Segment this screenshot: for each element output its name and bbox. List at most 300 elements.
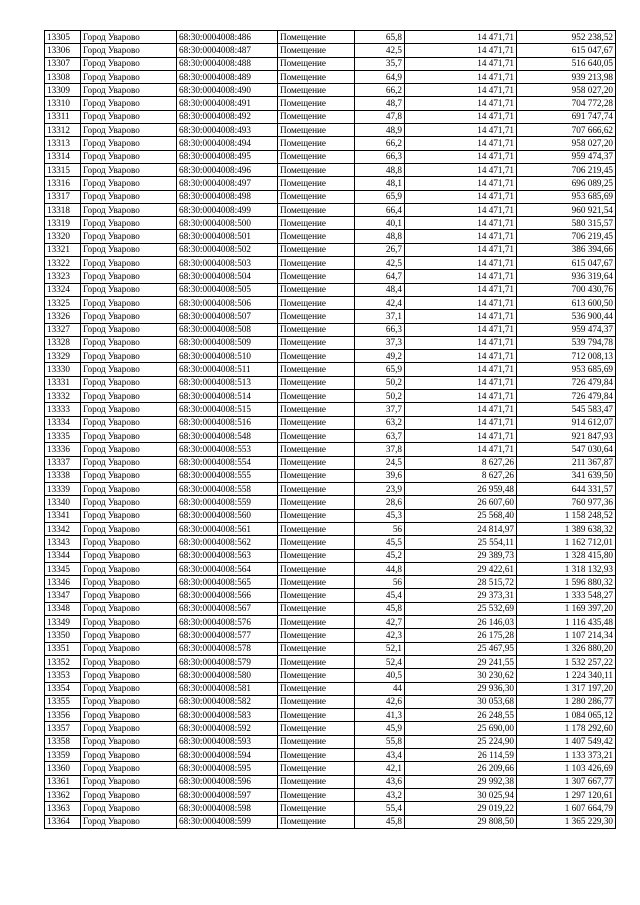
object-type-cell: Помещение — [278, 669, 355, 682]
area-cell: 45,3 — [355, 509, 405, 522]
row-number: 13309 — [45, 84, 81, 97]
cadastral-value-cell: 516 640,05 — [517, 57, 616, 70]
area-cell: 63,2 — [355, 416, 405, 429]
city-cell: Город Уварово — [81, 257, 177, 270]
object-type-cell: Помещение — [278, 749, 355, 762]
row-number: 13326 — [45, 310, 81, 323]
unit-price-cell: 14 471,71 — [405, 403, 517, 416]
row-number: 13334 — [45, 416, 81, 429]
object-type-cell: Помещение — [278, 190, 355, 203]
object-type-cell: Помещение — [278, 682, 355, 695]
cadastral-value-cell: 704 772,28 — [517, 97, 616, 110]
city-cell: Город Уварово — [81, 735, 177, 748]
row-number: 13306 — [45, 44, 81, 57]
object-type-cell: Помещение — [278, 469, 355, 482]
cadastral-value-cell: 1 317 197,20 — [517, 682, 616, 695]
cadastral-number-cell: 68:30:0004008:511 — [177, 363, 278, 376]
object-type-cell: Помещение — [278, 257, 355, 270]
cadastral-value-cell: 1 328 415,80 — [517, 549, 616, 562]
table-row — [45, 469, 616, 482]
property-table-body — [45, 31, 616, 829]
unit-price-cell: 14 471,71 — [405, 296, 517, 309]
cadastral-value-cell: 691 747,74 — [517, 110, 616, 123]
city-cell: Город Уварово — [81, 163, 177, 176]
cadastral-value-cell: 547 030,64 — [517, 443, 616, 456]
cadastral-value-cell: 960 921,54 — [517, 203, 616, 216]
cadastral-number-cell: 68:30:0004008:486 — [177, 31, 278, 44]
city-cell: Город Уварово — [81, 230, 177, 243]
table-row — [45, 536, 616, 549]
area-cell: 65,8 — [355, 31, 405, 44]
unit-price-cell: 30 230,62 — [405, 669, 517, 682]
row-number: 13350 — [45, 629, 81, 642]
cadastral-number-cell: 68:30:0004008:558 — [177, 483, 278, 496]
object-type-cell: Помещение — [278, 163, 355, 176]
row-number: 13356 — [45, 709, 81, 722]
row-number: 13344 — [45, 549, 81, 562]
cadastral-value-cell: 726 479,84 — [517, 376, 616, 389]
city-cell: Город Уварово — [81, 323, 177, 336]
area-cell: 41,3 — [355, 709, 405, 722]
row-number: 13349 — [45, 616, 81, 629]
row-number: 13325 — [45, 296, 81, 309]
cadastral-value-cell: 914 612,07 — [517, 416, 616, 429]
city-cell: Город Уварово — [81, 243, 177, 256]
cadastral-value-cell: 1 280 286,77 — [517, 695, 616, 708]
area-cell: 43,4 — [355, 749, 405, 762]
city-cell: Город Уварово — [81, 522, 177, 535]
unit-price-cell: 25 554,11 — [405, 536, 517, 549]
table-row — [45, 190, 616, 203]
row-number: 13354 — [45, 682, 81, 695]
cadastral-number-cell: 68:30:0004008:563 — [177, 549, 278, 562]
city-cell: Город Уварово — [81, 336, 177, 349]
area-cell: 28,6 — [355, 496, 405, 509]
row-number: 13345 — [45, 562, 81, 575]
cadastral-number-cell: 68:30:0004008:599 — [177, 815, 278, 828]
cadastral-number-cell: 68:30:0004008:594 — [177, 749, 278, 762]
cadastral-number-cell: 68:30:0004008:504 — [177, 270, 278, 283]
cadastral-number-cell: 68:30:0004008:566 — [177, 589, 278, 602]
table-row — [45, 97, 616, 110]
city-cell: Город Уварово — [81, 390, 177, 403]
row-number: 13347 — [45, 589, 81, 602]
city-cell: Город Уварово — [81, 629, 177, 642]
unit-price-cell: 14 471,71 — [405, 390, 517, 403]
area-cell: 35,7 — [355, 57, 405, 70]
city-cell: Город Уварово — [81, 70, 177, 83]
object-type-cell: Помещение — [278, 429, 355, 442]
city-cell: Город Уварово — [81, 403, 177, 416]
cadastral-number-cell: 68:30:0004008:505 — [177, 283, 278, 296]
cadastral-number-cell: 68:30:0004008:581 — [177, 682, 278, 695]
city-cell: Город Уварово — [81, 802, 177, 815]
row-number: 13348 — [45, 602, 81, 615]
cadastral-number-cell: 68:30:0004008:507 — [177, 310, 278, 323]
object-type-cell: Помещение — [278, 203, 355, 216]
object-type-cell: Помещение — [278, 403, 355, 416]
object-type-cell: Помещение — [278, 522, 355, 535]
cadastral-value-cell: 1 116 435,48 — [517, 616, 616, 629]
cadastral-number-cell: 68:30:0004008:560 — [177, 509, 278, 522]
area-cell: 42,1 — [355, 762, 405, 775]
city-cell: Город Уварово — [81, 31, 177, 44]
area-cell: 45,5 — [355, 536, 405, 549]
area-cell: 56 — [355, 522, 405, 535]
area-cell: 37,3 — [355, 336, 405, 349]
unit-price-cell: 14 471,71 — [405, 150, 517, 163]
cadastral-value-cell: 1 084 065,12 — [517, 709, 616, 722]
row-number: 13340 — [45, 496, 81, 509]
cadastral-number-cell: 68:30:0004008:498 — [177, 190, 278, 203]
row-number: 13320 — [45, 230, 81, 243]
cadastral-number-cell: 68:30:0004008:489 — [177, 70, 278, 83]
city-cell: Город Уварово — [81, 695, 177, 708]
city-cell: Город Уварово — [81, 124, 177, 137]
table-row — [45, 762, 616, 775]
row-number: 13346 — [45, 576, 81, 589]
row-number: 13358 — [45, 735, 81, 748]
city-cell: Город Уварово — [81, 682, 177, 695]
cadastral-number-cell: 68:30:0004008:513 — [177, 376, 278, 389]
table-row — [45, 456, 616, 469]
unit-price-cell: 14 471,71 — [405, 124, 517, 137]
table-row — [45, 203, 616, 216]
table-row — [45, 70, 616, 83]
area-cell: 63,7 — [355, 429, 405, 442]
area-cell: 64,7 — [355, 270, 405, 283]
unit-price-cell: 26 607,60 — [405, 496, 517, 509]
table-row — [45, 403, 616, 416]
cadastral-value-cell: 545 583,47 — [517, 403, 616, 416]
table-row — [45, 522, 616, 535]
cadastral-number-cell: 68:30:0004008:502 — [177, 243, 278, 256]
cadastral-value-cell: 726 479,84 — [517, 390, 616, 403]
object-type-cell: Помещение — [278, 616, 355, 629]
unit-price-cell: 14 471,71 — [405, 257, 517, 270]
city-cell: Город Уварово — [81, 270, 177, 283]
cadastral-number-cell: 68:30:0004008:515 — [177, 403, 278, 416]
city-cell: Город Уварово — [81, 296, 177, 309]
table-row — [45, 177, 616, 190]
city-cell: Город Уварово — [81, 110, 177, 123]
city-cell: Город Уварово — [81, 602, 177, 615]
cadastral-value-cell: 615 047,67 — [517, 44, 616, 57]
row-number: 13314 — [45, 150, 81, 163]
unit-price-cell: 25 690,00 — [405, 722, 517, 735]
row-number: 13357 — [45, 722, 81, 735]
cadastral-value-cell: 536 900,44 — [517, 310, 616, 323]
row-number: 13331 — [45, 376, 81, 389]
unit-price-cell: 26 248,55 — [405, 709, 517, 722]
cadastral-number-cell: 68:30:0004008:516 — [177, 416, 278, 429]
unit-price-cell: 14 471,71 — [405, 336, 517, 349]
object-type-cell: Помещение — [278, 802, 355, 815]
area-cell: 44 — [355, 682, 405, 695]
cadastral-number-cell: 68:30:0004008:579 — [177, 655, 278, 668]
table-row — [45, 496, 616, 509]
area-cell: 65,9 — [355, 190, 405, 203]
area-cell: 50,2 — [355, 390, 405, 403]
cadastral-value-cell: 700 430,76 — [517, 283, 616, 296]
object-type-cell: Помещение — [278, 589, 355, 602]
table-row — [45, 775, 616, 788]
row-number: 13359 — [45, 749, 81, 762]
cadastral-value-cell: 952 238,52 — [517, 31, 616, 44]
city-cell: Город Уварово — [81, 589, 177, 602]
cadastral-value-cell: 959 474,37 — [517, 150, 616, 163]
row-number: 13332 — [45, 390, 81, 403]
cadastral-value-cell: 1 224 340,11 — [517, 669, 616, 682]
cadastral-value-cell: 1 133 373,21 — [517, 749, 616, 762]
cadastral-number-cell: 68:30:0004008:501 — [177, 230, 278, 243]
object-type-cell: Помещение — [278, 655, 355, 668]
unit-price-cell: 14 471,71 — [405, 44, 517, 57]
area-cell: 44,8 — [355, 562, 405, 575]
row-number: 13313 — [45, 137, 81, 150]
unit-price-cell: 29 808,50 — [405, 815, 517, 828]
area-cell: 43,6 — [355, 775, 405, 788]
unit-price-cell: 14 471,71 — [405, 443, 517, 456]
table-row — [45, 363, 616, 376]
table-row — [45, 562, 616, 575]
object-type-cell: Помещение — [278, 788, 355, 801]
area-cell: 55,8 — [355, 735, 405, 748]
row-number: 13361 — [45, 775, 81, 788]
area-cell: 48,8 — [355, 163, 405, 176]
row-number: 13364 — [45, 815, 81, 828]
city-cell: Город Уварово — [81, 203, 177, 216]
cadastral-value-cell: 939 213,98 — [517, 70, 616, 83]
area-cell: 24,5 — [355, 456, 405, 469]
cadastral-value-cell: 1 297 120,61 — [517, 788, 616, 801]
cadastral-number-cell: 68:30:0004008:598 — [177, 802, 278, 815]
area-cell: 45,9 — [355, 722, 405, 735]
cadastral-value-cell: 644 331,57 — [517, 483, 616, 496]
cadastral-value-cell: 1 389 638,32 — [517, 522, 616, 535]
area-cell: 26,7 — [355, 243, 405, 256]
cadastral-value-cell: 706 219,45 — [517, 163, 616, 176]
area-cell: 48,8 — [355, 230, 405, 243]
object-type-cell: Помещение — [278, 283, 355, 296]
cadastral-value-cell: 1 532 257,22 — [517, 655, 616, 668]
row-number: 13337 — [45, 456, 81, 469]
row-number: 13324 — [45, 283, 81, 296]
cadastral-number-cell: 68:30:0004008:577 — [177, 629, 278, 642]
city-cell: Город Уварово — [81, 57, 177, 70]
area-cell: 52,1 — [355, 642, 405, 655]
cadastral-number-cell: 68:30:0004008:565 — [177, 576, 278, 589]
cadastral-number-cell: 68:30:0004008:493 — [177, 124, 278, 137]
city-cell: Город Уварово — [81, 283, 177, 296]
area-cell: 65,9 — [355, 363, 405, 376]
unit-price-cell: 14 471,71 — [405, 376, 517, 389]
city-cell: Город Уварово — [81, 429, 177, 442]
city-cell: Город Уварово — [81, 642, 177, 655]
cadastral-number-cell: 68:30:0004008:503 — [177, 257, 278, 270]
object-type-cell: Помещение — [278, 44, 355, 57]
row-number: 13339 — [45, 483, 81, 496]
table-row — [45, 722, 616, 735]
row-number: 13307 — [45, 57, 81, 70]
city-cell: Город Уварово — [81, 815, 177, 828]
cadastral-number-cell: 68:30:0004008:510 — [177, 350, 278, 363]
unit-price-cell: 14 471,71 — [405, 31, 517, 44]
cadastral-number-cell: 68:30:0004008:548 — [177, 429, 278, 442]
city-cell: Город Уварово — [81, 137, 177, 150]
object-type-cell: Помещение — [278, 642, 355, 655]
cadastral-value-cell: 953 685,69 — [517, 363, 616, 376]
object-type-cell: Помещение — [278, 150, 355, 163]
object-type-cell: Помещение — [278, 775, 355, 788]
city-cell: Город Уварово — [81, 549, 177, 562]
city-cell: Город Уварово — [81, 616, 177, 629]
area-cell: 42,5 — [355, 257, 405, 270]
cadastral-number-cell: 68:30:0004008:495 — [177, 150, 278, 163]
row-number: 13315 — [45, 163, 81, 176]
unit-price-cell: 14 471,71 — [405, 177, 517, 190]
cadastral-value-cell: 712 008,13 — [517, 350, 616, 363]
row-number: 13362 — [45, 788, 81, 801]
table-row — [45, 336, 616, 349]
property-table — [44, 30, 616, 829]
city-cell: Город Уварово — [81, 469, 177, 482]
city-cell: Город Уварово — [81, 150, 177, 163]
object-type-cell: Помещение — [278, 443, 355, 456]
table-row — [45, 31, 616, 44]
unit-price-cell: 14 471,71 — [405, 230, 517, 243]
area-cell: 48,7 — [355, 97, 405, 110]
cadastral-value-cell: 539 794,78 — [517, 336, 616, 349]
table-row — [45, 416, 616, 429]
object-type-cell: Помещение — [278, 376, 355, 389]
cadastral-value-cell: 696 089,25 — [517, 177, 616, 190]
table-row — [45, 815, 616, 828]
table-row — [45, 695, 616, 708]
cadastral-value-cell: 921 847,93 — [517, 429, 616, 442]
object-type-cell: Помещение — [278, 270, 355, 283]
city-cell: Город Уварово — [81, 775, 177, 788]
area-cell: 48,9 — [355, 124, 405, 137]
cadastral-value-cell: 1 307 667,77 — [517, 775, 616, 788]
area-cell: 64,9 — [355, 70, 405, 83]
unit-price-cell: 14 471,71 — [405, 363, 517, 376]
object-type-cell: Помещение — [278, 137, 355, 150]
cadastral-value-cell: 341 639,50 — [517, 469, 616, 482]
object-type-cell: Помещение — [278, 456, 355, 469]
unit-price-cell: 29 992,38 — [405, 775, 517, 788]
table-row — [45, 429, 616, 442]
table-row — [45, 655, 616, 668]
table-row — [45, 576, 616, 589]
cadastral-value-cell: 760 977,36 — [517, 496, 616, 509]
unit-price-cell: 14 471,71 — [405, 416, 517, 429]
unit-price-cell: 14 471,71 — [405, 163, 517, 176]
table-row — [45, 310, 616, 323]
row-number: 13336 — [45, 443, 81, 456]
cadastral-number-cell: 68:30:0004008:514 — [177, 390, 278, 403]
object-type-cell: Помещение — [278, 735, 355, 748]
object-type-cell: Помещение — [278, 576, 355, 589]
table-row — [45, 749, 616, 762]
row-number: 13305 — [45, 31, 81, 44]
city-cell: Город Уварово — [81, 84, 177, 97]
table-row — [45, 323, 616, 336]
area-cell: 45,8 — [355, 815, 405, 828]
cadastral-number-cell: 68:30:0004008:567 — [177, 602, 278, 615]
row-number: 13342 — [45, 522, 81, 535]
city-cell: Город Уварово — [81, 416, 177, 429]
object-type-cell: Помещение — [278, 310, 355, 323]
cadastral-number-cell: 68:30:0004008:582 — [177, 695, 278, 708]
object-type-cell: Помещение — [278, 243, 355, 256]
cadastral-value-cell: 707 666,62 — [517, 124, 616, 137]
city-cell: Город Уварово — [81, 496, 177, 509]
unit-price-cell: 25 224,90 — [405, 735, 517, 748]
cadastral-number-cell: 68:30:0004008:499 — [177, 203, 278, 216]
table-row — [45, 642, 616, 655]
area-cell: 42,7 — [355, 616, 405, 629]
table-row — [45, 735, 616, 748]
unit-price-cell: 14 471,71 — [405, 190, 517, 203]
object-type-cell: Помещение — [278, 722, 355, 735]
object-type-cell: Помещение — [278, 110, 355, 123]
city-cell: Город Уварово — [81, 655, 177, 668]
cadastral-number-cell: 68:30:0004008:576 — [177, 616, 278, 629]
unit-price-cell: 8 627,26 — [405, 456, 517, 469]
unit-price-cell: 30 025,94 — [405, 788, 517, 801]
object-type-cell: Помещение — [278, 70, 355, 83]
city-cell: Город Уварово — [81, 44, 177, 57]
cadastral-number-cell: 68:30:0004008:559 — [177, 496, 278, 509]
unit-price-cell: 14 471,71 — [405, 70, 517, 83]
object-type-cell: Помещение — [278, 336, 355, 349]
area-cell: 66,2 — [355, 84, 405, 97]
city-cell: Город Уварово — [81, 177, 177, 190]
object-type-cell: Помещение — [278, 496, 355, 509]
city-cell: Город Уварово — [81, 310, 177, 323]
city-cell: Город Уварово — [81, 350, 177, 363]
object-type-cell: Помещение — [278, 363, 355, 376]
area-cell: 45,8 — [355, 602, 405, 615]
unit-price-cell: 30 053,68 — [405, 695, 517, 708]
area-cell: 45,2 — [355, 549, 405, 562]
row-number: 13363 — [45, 802, 81, 815]
area-cell: 52,4 — [355, 655, 405, 668]
cadastral-number-cell: 68:30:0004008:506 — [177, 296, 278, 309]
table-row — [45, 709, 616, 722]
object-type-cell: Помещение — [278, 815, 355, 828]
row-number: 13319 — [45, 217, 81, 230]
object-type-cell: Помещение — [278, 709, 355, 722]
object-type-cell: Помещение — [278, 124, 355, 137]
row-number: 13351 — [45, 642, 81, 655]
document-page — [44, 30, 615, 829]
city-cell: Город Уварово — [81, 709, 177, 722]
cadastral-value-cell: 615 047,67 — [517, 257, 616, 270]
area-cell: 40,5 — [355, 669, 405, 682]
cadastral-value-cell: 1 607 664,79 — [517, 802, 616, 815]
row-number: 13317 — [45, 190, 81, 203]
city-cell: Город Уварово — [81, 443, 177, 456]
city-cell: Город Уварово — [81, 576, 177, 589]
table-row — [45, 788, 616, 801]
city-cell: Город Уварово — [81, 749, 177, 762]
object-type-cell: Помещение — [278, 323, 355, 336]
row-number: 13352 — [45, 655, 81, 668]
city-cell: Город Уварово — [81, 562, 177, 575]
cadastral-value-cell: 211 367,87 — [517, 456, 616, 469]
